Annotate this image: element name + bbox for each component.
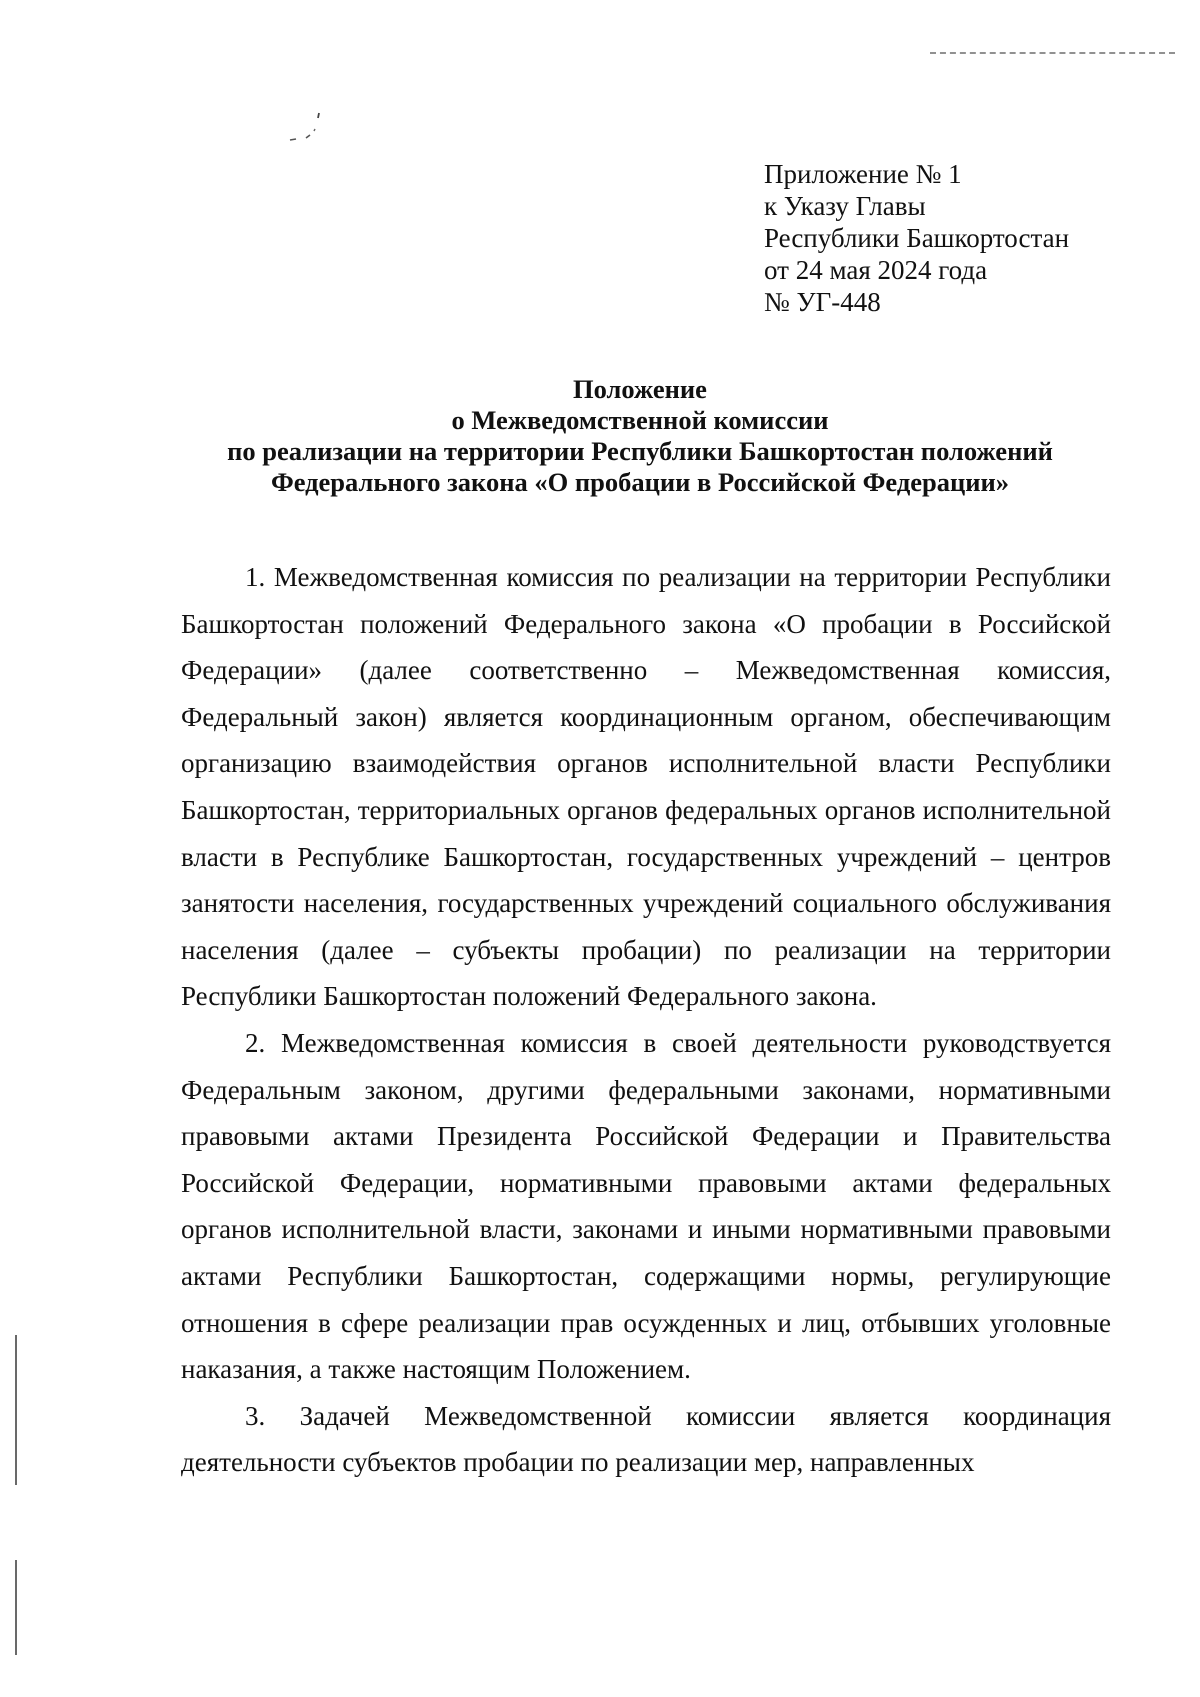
scan-artifact-left-edge bbox=[15, 1335, 17, 1485]
title-line: Положение bbox=[573, 374, 707, 404]
paragraph: 2. Межведомственная комиссия в своей деятельности руководствуется Федеральным законом, другими федеральными законами, нормативными правовыми актами Президента Российской Федерации и Правительства Российской Федерации, нормативными правовыми актами федеральных органов исполнительной власти, законами и иными нормативными правовыми актами Республики Башкортостан, содержащими нормы, регулирующие отношения в сфере реализации прав осужденных и лиц, отбывших уголовные наказания, а также настоящим Положением. bbox=[181, 1027, 1111, 1385]
title-line: о Межведомственной комиссии bbox=[451, 405, 829, 435]
appendix-header bbox=[764, 158, 1069, 318]
paragraph: 3. Задачей Межведомственной комиссии является координация деятельности субъектов пробации по реализации мер, направленных bbox=[181, 1400, 1111, 1478]
paragraph: 1. Межведомственная комиссия по реализации на территории Республики Башкортостан положений Федерального закона «О пробации в Российской Федерации» (далее соответственно – Межведомственная комиссия, Федеральный закон) является координационным органом, обеспечивающим организацию взаимодействия органов исполнительной власти Республики Башкортостан, территориальных органов федеральных органов исполнительной власти в Республике Башкортостан, государственных учреждений – центров занятости населения, государственных учреждений социального обслуживания населения (далее – субъекты пробации) по реализации на территории Республики Башкортостан положений Федерального закона. bbox=[181, 562, 1111, 1012]
document-title bbox=[160, 374, 1120, 498]
appendix-line: № УГ-448 bbox=[764, 287, 881, 317]
appendix-line: к Указу Главы bbox=[764, 191, 926, 221]
scan-artifact-left-edge bbox=[15, 1560, 17, 1655]
appendix-line: Приложение № 1 bbox=[764, 159, 962, 189]
appendix-line: Республики Башкортостан bbox=[764, 223, 1070, 253]
scan-artifact-top-line bbox=[930, 52, 1175, 54]
title-line: Федерального закона «О пробации в Российской Федерации» bbox=[270, 467, 1010, 497]
appendix-line: от 24 мая 2024 года bbox=[764, 255, 988, 285]
title-line: по реализации на территории Республики Башкортостан положений bbox=[227, 436, 1053, 466]
document-body bbox=[181, 554, 1111, 1486]
scan-artifact-mark bbox=[288, 112, 348, 146]
